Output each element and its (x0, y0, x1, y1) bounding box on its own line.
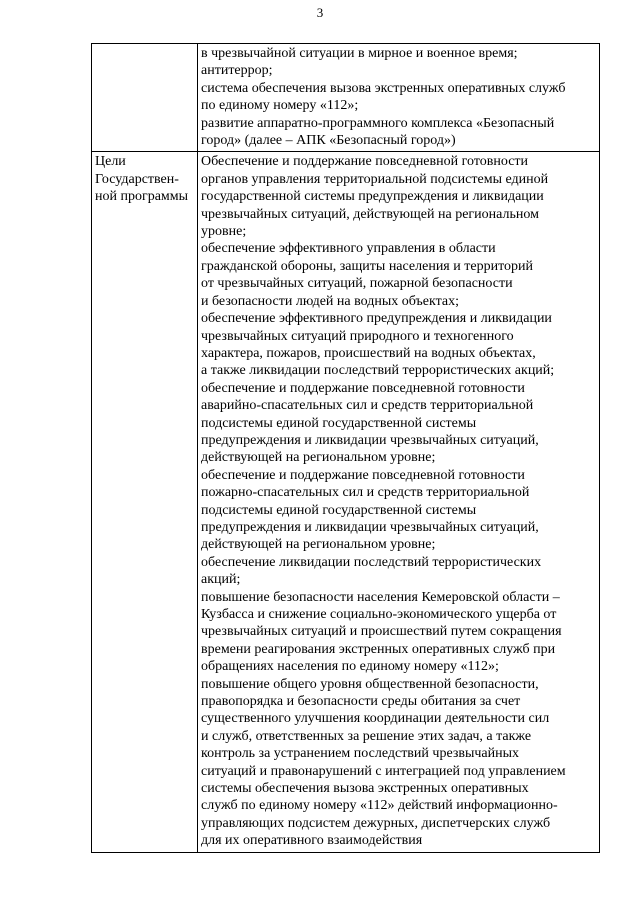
row-content-line: и безопасности людей на водных объектах; (201, 293, 459, 309)
row-content-line: в чрезвычайной ситуации в мирное и военное время; (201, 46, 518, 61)
row-content-line: действующей на региональном уровне; (201, 450, 436, 466)
row-content-line: повышение общего уровня общественной безопасности, (201, 676, 539, 692)
row-content-line: а также ликвидации последствий террористических акций; (201, 363, 555, 379)
row-label-line: ной программы (95, 189, 189, 205)
row-content-line: системы обеспечения вызова экстренных оперативных (201, 781, 529, 797)
row-content-line: антитеррор; (201, 63, 273, 79)
row-content-line: обеспечение эффективного управления в области (201, 241, 496, 257)
row-content-line: контроль за устранением последствий чрезвычайных (201, 746, 520, 762)
row-content-line: чрезвычайных ситуаций и происшествий путем сокращения (201, 624, 562, 640)
table-row (92, 152, 600, 852)
row-content-line: управляющих подсистем дежурных, диспетчерских служб (201, 815, 551, 831)
row-content-cell (198, 152, 600, 852)
row-content-line: государственной системы предупреждения и ликвидации (201, 189, 544, 205)
row-content-line: подсистемы единой государственной системы (201, 502, 477, 518)
row-content-line: город» (далее – АПК «Безопасный город») (201, 133, 456, 149)
row-content-line: существенного улучшения координации деятельности сил (201, 711, 550, 727)
row-content-line: и служб, ответственных за решение этих задач, а также (201, 728, 532, 744)
row-label-line: Государствен- (95, 171, 179, 187)
row-content-line: предупреждения и ликвидации чрезвычайных ситуаций, (201, 432, 539, 448)
row-content-line: органов управления территориальной подсистемы единой (201, 171, 549, 187)
row-content-line: пожарно-спасательных сил и средств территориальной (201, 485, 530, 501)
page-number: 3 (316, 5, 324, 20)
program-passport-table (91, 43, 600, 853)
row-content-line: по единому номеру «112»; (201, 98, 359, 114)
row-content-line: ситуаций и правонарушений с интеграцией под управлением (201, 763, 566, 779)
row-content-line: Обеспечение и поддержание повседневной готовности (201, 154, 529, 170)
row-content-line: повышение безопасности населения Кемеровской области – (201, 589, 560, 605)
row-content-line: обращениях населения по единому номеру «112»; (201, 659, 499, 675)
row-content-line: уровне; (201, 224, 247, 240)
row-content-line: гражданской обороны, защиты населения и территорий (201, 258, 533, 274)
row-content-line: система обеспечения вызова экстренных оперативных служб (201, 80, 566, 96)
row-content-line: предупреждения и ликвидации чрезвычайных ситуаций, (201, 519, 539, 535)
row-content-line: действующей на региональном уровне; (201, 537, 436, 553)
row-content-line: правопорядка и безопасности среды обитания за счет (201, 694, 521, 710)
row-label-line: Цели (95, 154, 126, 170)
row-content-line: обеспечение и поддержание повседневной готовности (201, 380, 525, 396)
row-content-line: от чрезвычайных ситуаций, пожарной безопасности (201, 276, 513, 292)
row-content-line: развитие аппаратно-программного комплекса «Безопасный (201, 115, 555, 131)
row-content-line: обеспечение ликвидации последствий террористических (201, 554, 542, 570)
row-label-cell (92, 152, 198, 852)
row-content-line: обеспечение эффективного предупреждения и ликвидации (201, 311, 552, 327)
row-content-cell (198, 44, 600, 152)
row-content-line: обеспечение и поддержание повседневной готовности (201, 467, 525, 483)
row-label-cell (92, 44, 198, 152)
row-content-line: акций; (201, 572, 241, 588)
row-content-line: для их оперативного взаимодействия (201, 833, 423, 849)
row-content-line: подсистемы единой государственной системы (201, 415, 477, 431)
table-row (92, 44, 600, 152)
row-content-line: служб по единому номеру «112» действий информационно- (201, 798, 558, 814)
row-content-line: чрезвычайных ситуаций, действующей на региональном (201, 206, 539, 222)
row-content-line: чрезвычайных ситуаций природного и техногенного (201, 328, 514, 344)
row-content-line: Кузбасса и снижение социально-экономического ущерба от (201, 607, 557, 622)
row-content-line: характера, пожаров, происшествий на водных объектах, (201, 345, 536, 361)
row-content-line: времени реагирования экстренных оперативных служб при (201, 641, 556, 657)
row-content-line: аварийно-спасательных сил и средств территориальной (201, 398, 534, 414)
